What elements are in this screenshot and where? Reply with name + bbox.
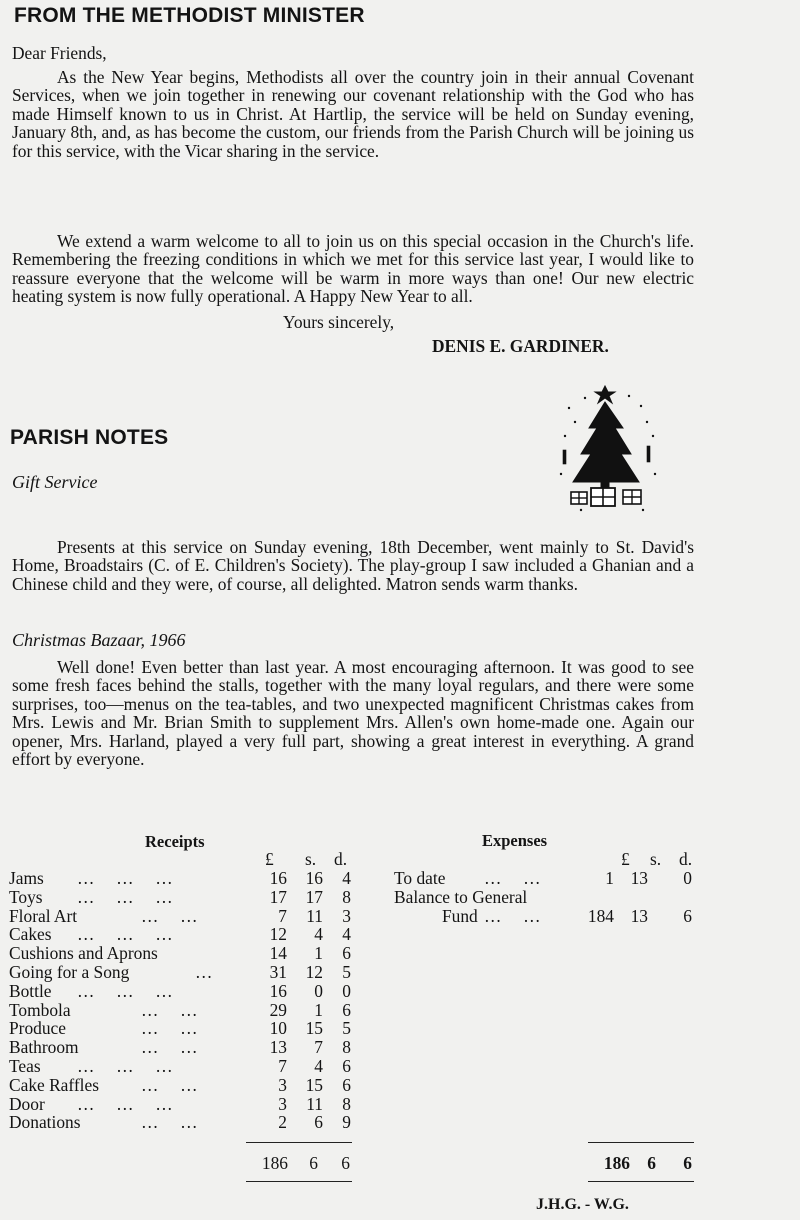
expenses-pounds-header: £ [621,849,630,869]
receipt-label: Jams [9,868,44,888]
receipt-row [9,944,354,963]
receipt-pounds: 3 [278,1093,287,1114]
receipt-pounds: 7 [278,905,287,926]
receipt-pounds: 29 [269,999,287,1020]
receipt-row [9,963,354,982]
receipt-shillings: 17 [305,886,323,907]
receipt-pence: 6 [342,1056,351,1076]
receipts-heading: Receipts [145,832,205,851]
receipt-pence: 8 [342,1037,351,1058]
receipt-label: Bathroom [9,1037,79,1058]
expense-row [394,907,696,926]
receipt-leader: … … [141,1074,198,1095]
receipts-total-rule-bottom [246,1181,352,1182]
receipt-shillings: 15 [305,1074,323,1095]
receipt-pence: 4 [342,924,351,945]
receipts-total-pence: 6 [341,1153,350,1173]
expense-shillings: 13 [630,905,648,926]
receipt-label: Teas [9,1056,41,1076]
receipt-pence: 3 [342,905,351,926]
receipt-pence: 9 [342,1112,351,1133]
receipt-row [9,1001,354,1020]
receipt-leader: … … [141,1112,198,1133]
minister-paragraph-2: We extend a warm welcome to all to join us on this special occasion in the Church's life. Remembering the freezing conditions in which we met for this service last year, I would like to reassure everyone that the welcome will be warm in more ways than one! Our new electric heating system is now fully operational. A Happy New Year to all. [12,231,694,307]
receipt-shillings: 1 [314,999,323,1020]
receipt-shillings: 12 [305,962,323,982]
receipt-label: Bottle [9,980,52,1001]
expenses-heading: Expenses [482,831,548,850]
receipt-pounds: 7 [278,1056,287,1076]
receipt-pence: 4 [342,868,351,888]
receipt-shillings: 15 [305,1018,323,1039]
receipt-leader: … [195,962,213,982]
bazaar-text: Well done! Even better than last year. A most encouraging afternoon. It was good to see some fresh faces behind the stalls, together with the many loyal regulars, and there were some surprises, too—menus on the tea-tables, and two unexpected magnificent Christmas cakes from Mrs. Lewis and Mr. Brian Smith to supplement Mrs. Allen's own home-made one. Again our opener, Mrs. Harland, played a very full part, showing a great interest in everything. A grand effort by everyone. [12,657,694,770]
receipt-pence: 8 [342,1093,351,1114]
receipts-total-shillings: 6 [309,1153,318,1173]
receipt-row [9,1057,354,1076]
receipt-label: Produce [9,1018,66,1039]
expense-pence: 0 [683,868,692,888]
receipt-shillings: 7 [314,1037,323,1058]
receipt-pence: 6 [342,1074,351,1095]
signature: DENIS E. GARDINER. [432,336,609,356]
expense-label: Balance to General [394,886,528,907]
receipt-row [9,907,354,926]
receipt-pence: 6 [342,999,351,1020]
expenses-total-pence: 6 [683,1153,692,1173]
expenses-total-pounds: 186 [603,1153,630,1173]
receipt-leader: … … [141,1037,198,1058]
expenses-total-shillings: 6 [647,1153,656,1173]
receipts-pence-header: d. [334,849,348,869]
receipt-label: Donations [9,1112,81,1133]
receipt-pounds: 12 [269,924,287,945]
expense-pence: 6 [683,905,692,926]
receipt-leader: … … … [77,924,173,945]
receipts-total-rule-top [246,1142,352,1143]
expense-pounds: 1 [605,868,614,888]
closing: Yours sincerely, [283,312,395,332]
expense-leader: … … [484,905,541,926]
parish-heading: PARISH NOTES [10,426,169,449]
receipt-row [9,1095,354,1114]
receipt-label: Door [9,1093,45,1114]
expense-row [394,869,696,888]
expense-row [394,888,696,907]
receipt-pence: 5 [342,1018,351,1039]
receipt-shillings: 16 [305,868,323,888]
receipt-leader: … … [141,905,198,926]
expenses-total [588,1153,696,1173]
receipt-pence: 8 [342,886,351,907]
receipt-shillings: 4 [314,1056,323,1076]
receipt-shillings: 0 [314,980,323,1001]
receipt-leader: … … … [77,886,173,907]
receipt-pounds: 16 [269,980,287,1001]
expenses-total-rule-top [588,1142,694,1143]
receipts-shillings-header: s. [305,849,317,869]
receipt-leader: … … … [77,868,173,888]
receipt-row [9,925,354,944]
receipt-pounds: 16 [269,868,287,888]
expenses-pence-header: d. [679,849,693,869]
receipt-label: Toys [9,886,43,907]
receipts-total-pounds: 186 [261,1153,288,1173]
receipt-leader: … … [141,999,198,1020]
receipt-row [9,888,354,907]
expenses-shillings-header: s. [650,849,662,869]
receipt-pounds: 13 [269,1037,287,1058]
receipt-pence: 5 [342,962,351,982]
expense-label: Fund [442,905,478,926]
greeting: Dear Friends, [12,43,107,63]
receipt-leader: … … … [77,1093,173,1114]
receipt-label: Cakes [9,924,52,945]
receipt-shillings: 4 [314,924,323,945]
receipt-label: Cake Raffles [9,1074,99,1095]
receipt-leader: … … … [77,1056,173,1076]
minister-heading: FROM THE METHODIST MINISTER [14,4,365,27]
receipt-pounds: 17 [269,886,287,907]
receipt-shillings: 1 [314,943,323,964]
receipt-shillings: 11 [306,905,323,926]
expenses-table [394,869,696,929]
receipt-pounds: 31 [269,962,287,982]
gift-service-title: Gift Service [12,472,98,492]
receipt-pounds: 10 [269,1018,287,1039]
expense-label: To date [394,868,446,888]
receipt-label: Cushions and Aprons [9,943,158,964]
receipt-label: Floral Art [9,905,78,926]
gift-service-text: Presents at this service on Sunday evening, 18th December, went mainly to St. David's Home, Broadstairs (C. of E. Children's Society). The play-group I saw included a Ghanian and a Chinese child and they were, of course, all delighted. Matron sends warm thanks. [12,537,694,594]
christmas-tree-icon [555,378,667,516]
receipt-row [9,869,354,888]
receipt-row [9,1076,354,1095]
receipt-leader: … … [141,1018,198,1039]
receipt-shillings: 6 [314,1112,323,1133]
receipt-pounds: 2 [278,1112,287,1133]
receipts-total [246,1153,354,1173]
receipt-pounds: 14 [269,943,287,964]
initials: J.H.G. - W.G. [536,1196,629,1213]
expense-pounds: 184 [587,905,614,926]
receipt-pounds: 3 [278,1074,287,1095]
receipt-label: Going for a Song [9,962,130,982]
bazaar-title: Christmas Bazaar, 1966 [12,630,186,650]
receipt-leader: … … … [77,980,173,1001]
receipt-label: Tombola [9,999,71,1020]
receipt-row [9,1113,354,1132]
expenses-total-rule-bottom [588,1181,694,1182]
expense-shillings: 13 [630,868,648,888]
receipt-row [9,1038,354,1057]
receipt-pence: 6 [342,943,351,964]
receipts-pounds-header: £ [265,849,274,869]
receipt-row [9,1019,354,1038]
expense-leader: … … [484,868,541,888]
minister-paragraph-1: As the New Year begins, Methodists all over the country join in their annual Covenant Services, when we join together in renewing our covenant relationship with the God who has made Himself known to us in Christ. At Hartlip, the service will be held on Sunday evening, January 8th, and, as has become the custom, our friends from the Parish Church will be joining us for this service, with the Vicar sharing in the service. [12,67,694,161]
receipt-shillings: 11 [306,1093,323,1114]
receipt-row [9,982,354,1001]
receipts-table [9,869,354,1139]
receipt-pence: 0 [342,980,351,1001]
